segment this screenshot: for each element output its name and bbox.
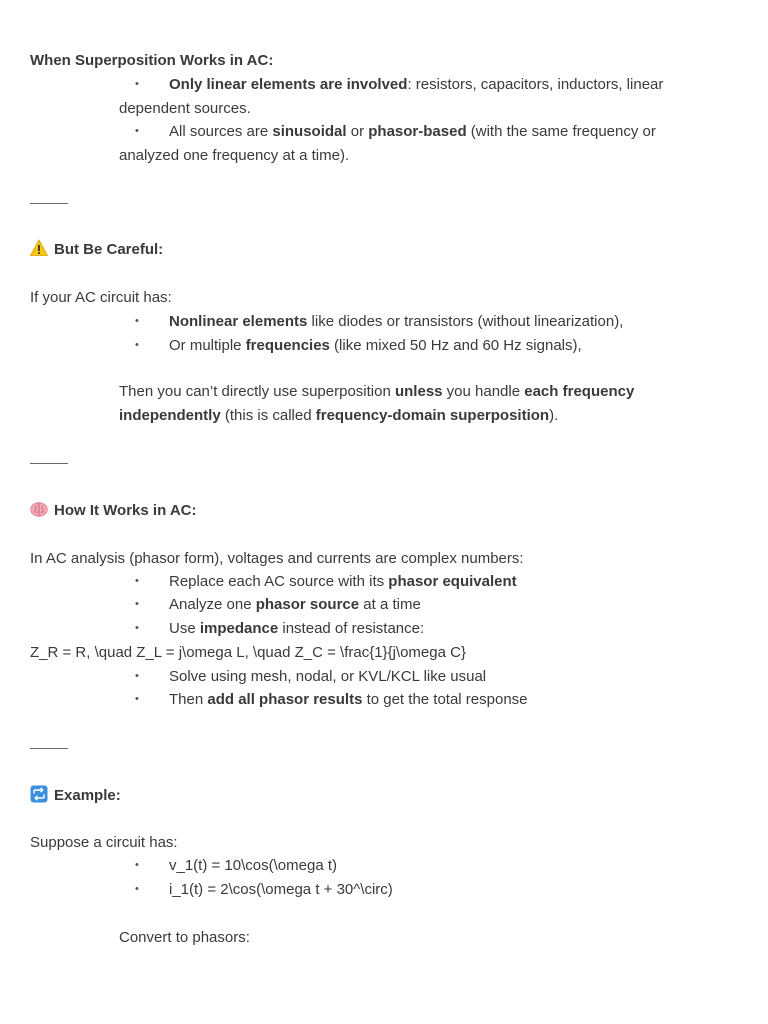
text: Or multiple bbox=[169, 337, 246, 354]
brain-icon bbox=[30, 500, 48, 518]
text: (this is called bbox=[220, 407, 316, 424]
bold-text: phasor source bbox=[255, 596, 360, 613]
divider bbox=[30, 748, 68, 749]
text: Replace each AC source with its bbox=[169, 573, 389, 590]
list-item bbox=[119, 878, 738, 902]
heading-text: But Be Careful: bbox=[54, 241, 164, 258]
list-item bbox=[119, 665, 738, 689]
section-heading-superposition: When Superposition Works in AC: bbox=[30, 52, 274, 69]
bullet-icon: • bbox=[135, 125, 139, 137]
bold-text: add all phasor results bbox=[207, 691, 363, 708]
text: at a time bbox=[359, 596, 421, 613]
list-item bbox=[119, 688, 738, 712]
bold-text: frequency-domain superposition bbox=[315, 407, 550, 424]
bullet-icon: • bbox=[135, 78, 139, 90]
text: to get the total response bbox=[362, 691, 528, 708]
bullet-icon: • bbox=[135, 598, 139, 610]
bold-text: frequencies bbox=[245, 337, 330, 354]
bullet-icon: • bbox=[135, 883, 139, 895]
bold-text: Nonlinear elements bbox=[169, 313, 308, 330]
text: (like mixed 50 Hz and 60 Hz signals), bbox=[329, 337, 582, 354]
text: All sources are bbox=[169, 123, 273, 140]
warning-icon bbox=[30, 239, 48, 257]
list-item bbox=[119, 854, 738, 878]
heading-text: How It Works in AC: bbox=[54, 502, 197, 519]
bullet-icon: • bbox=[135, 622, 139, 634]
paragraph: In AC analysis (phasor form), voltages and currents are complex numbers: bbox=[30, 550, 524, 567]
paragraph: Suppose a circuit has: bbox=[30, 834, 178, 851]
text: like diodes or transistors (without linearization), bbox=[307, 313, 624, 330]
repeat-icon bbox=[30, 785, 48, 803]
section-heading-careful bbox=[30, 238, 738, 262]
text: v_1(t) = 10\cos(\omega t) bbox=[169, 857, 337, 874]
text: ). bbox=[549, 407, 559, 424]
text: Then bbox=[169, 691, 208, 708]
list-item bbox=[119, 334, 738, 358]
bullet-icon: • bbox=[135, 339, 139, 351]
paragraph bbox=[119, 380, 738, 404]
text: Analyze one bbox=[169, 596, 256, 613]
formula-text: Z_R = R, \quad Z_L = j\omega L, \quad Z_C = \frac{1}{j\omega C} bbox=[30, 644, 466, 661]
bullet-icon: • bbox=[135, 575, 139, 587]
text: instead of resistance: bbox=[278, 620, 425, 637]
text: or bbox=[346, 123, 369, 140]
text: Then you can’t directly use superposition bbox=[119, 383, 395, 400]
list-item-continuation: analyzed one frequency at a time). bbox=[119, 147, 350, 164]
list-item-continuation: dependent sources. bbox=[119, 100, 251, 117]
paragraph-continuation bbox=[119, 404, 738, 428]
text: (with the same frequency or bbox=[466, 123, 656, 140]
bullet-icon: • bbox=[135, 859, 139, 871]
bold-text: independently bbox=[119, 407, 221, 424]
list-item bbox=[119, 120, 738, 144]
paragraph: If your AC circuit has: bbox=[30, 289, 172, 306]
divider bbox=[30, 463, 68, 464]
bold-text: each frequency bbox=[524, 383, 635, 400]
bold-text: impedance bbox=[199, 620, 279, 637]
paragraph: Convert to phasors: bbox=[119, 929, 250, 946]
divider bbox=[30, 203, 68, 204]
text: i_1(t) = 2\cos(\omega t + 30^\circ) bbox=[169, 881, 393, 898]
bold-text: sinusoidal bbox=[272, 123, 347, 140]
text: Use bbox=[169, 620, 200, 637]
bold-text: phasor equivalent bbox=[388, 573, 517, 590]
text: : resistors, capacitors, inductors, linear bbox=[407, 76, 664, 93]
list-item bbox=[119, 570, 738, 594]
bullet-icon: • bbox=[135, 693, 139, 705]
section-heading-example bbox=[30, 784, 738, 808]
bold-text: Only linear elements are involved bbox=[169, 76, 408, 93]
heading-text: Example: bbox=[54, 787, 121, 804]
bullet-icon: • bbox=[135, 670, 139, 682]
list-item bbox=[119, 73, 738, 97]
bold-text: unless bbox=[394, 383, 443, 400]
list-item bbox=[119, 617, 738, 641]
bullet-icon: • bbox=[135, 315, 139, 327]
bold-text: phasor-based bbox=[368, 123, 467, 140]
section-heading-how-it-works bbox=[30, 499, 738, 523]
list-item bbox=[119, 593, 738, 617]
text: you handle bbox=[442, 383, 525, 400]
list-item bbox=[119, 310, 738, 334]
text: Solve using mesh, nodal, or KVL/KCL like usual bbox=[169, 668, 487, 685]
